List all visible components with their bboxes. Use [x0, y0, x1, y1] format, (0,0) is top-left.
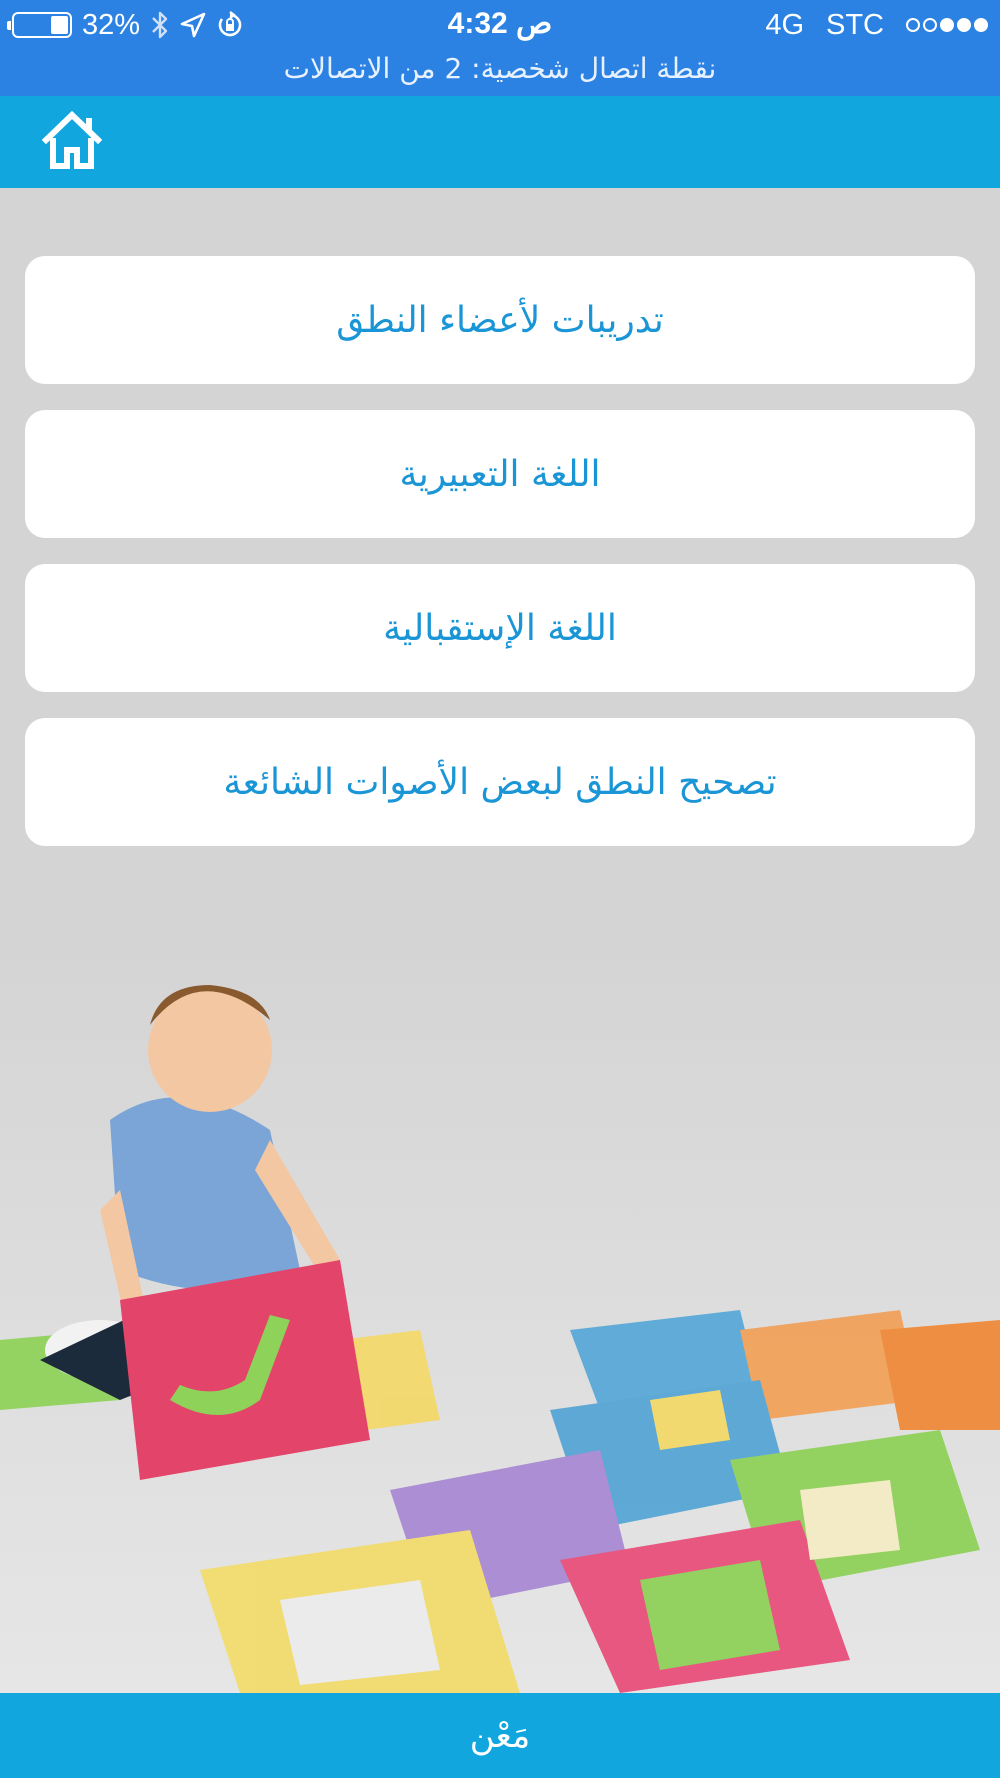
signal-dot: [957, 18, 971, 32]
signal-dot: [906, 18, 920, 32]
footer-logo: مَعْن: [469, 1715, 531, 1756]
home-icon[interactable]: [40, 110, 104, 172]
main-menu: [25, 256, 975, 872]
network-type: 4G: [765, 8, 804, 41]
menu-item-expressive-language[interactable]: اللغة التعبيرية: [25, 410, 975, 538]
hotspot-banner[interactable]: نقطة اتصال شخصية: 2 من الاتصالات: [283, 52, 717, 85]
child-puzzle-illustration: [0, 930, 1000, 1693]
signal-strength-icon: [906, 18, 988, 32]
status-right: [765, 8, 988, 42]
status-row: [0, 0, 1000, 50]
carrier-name: STC: [826, 8, 884, 41]
app-header: [0, 96, 1000, 188]
battery-percent: 32%: [82, 8, 141, 41]
app-footer: [0, 1693, 1000, 1778]
status-time: 4:32 ص: [447, 7, 553, 40]
status-bar: [0, 0, 1000, 96]
menu-item-pronunciation-correction[interactable]: تصحيح النطق لبعض الأصوات الشائعة: [25, 718, 975, 846]
signal-dot: [974, 18, 988, 32]
menu-item-articulation-exercises[interactable]: تدريبات لأعضاء النطق: [25, 256, 975, 384]
menu-item-receptive-language[interactable]: اللغة الإستقبالية: [25, 564, 975, 692]
signal-dot: [940, 18, 954, 32]
signal-dot: [923, 18, 937, 32]
